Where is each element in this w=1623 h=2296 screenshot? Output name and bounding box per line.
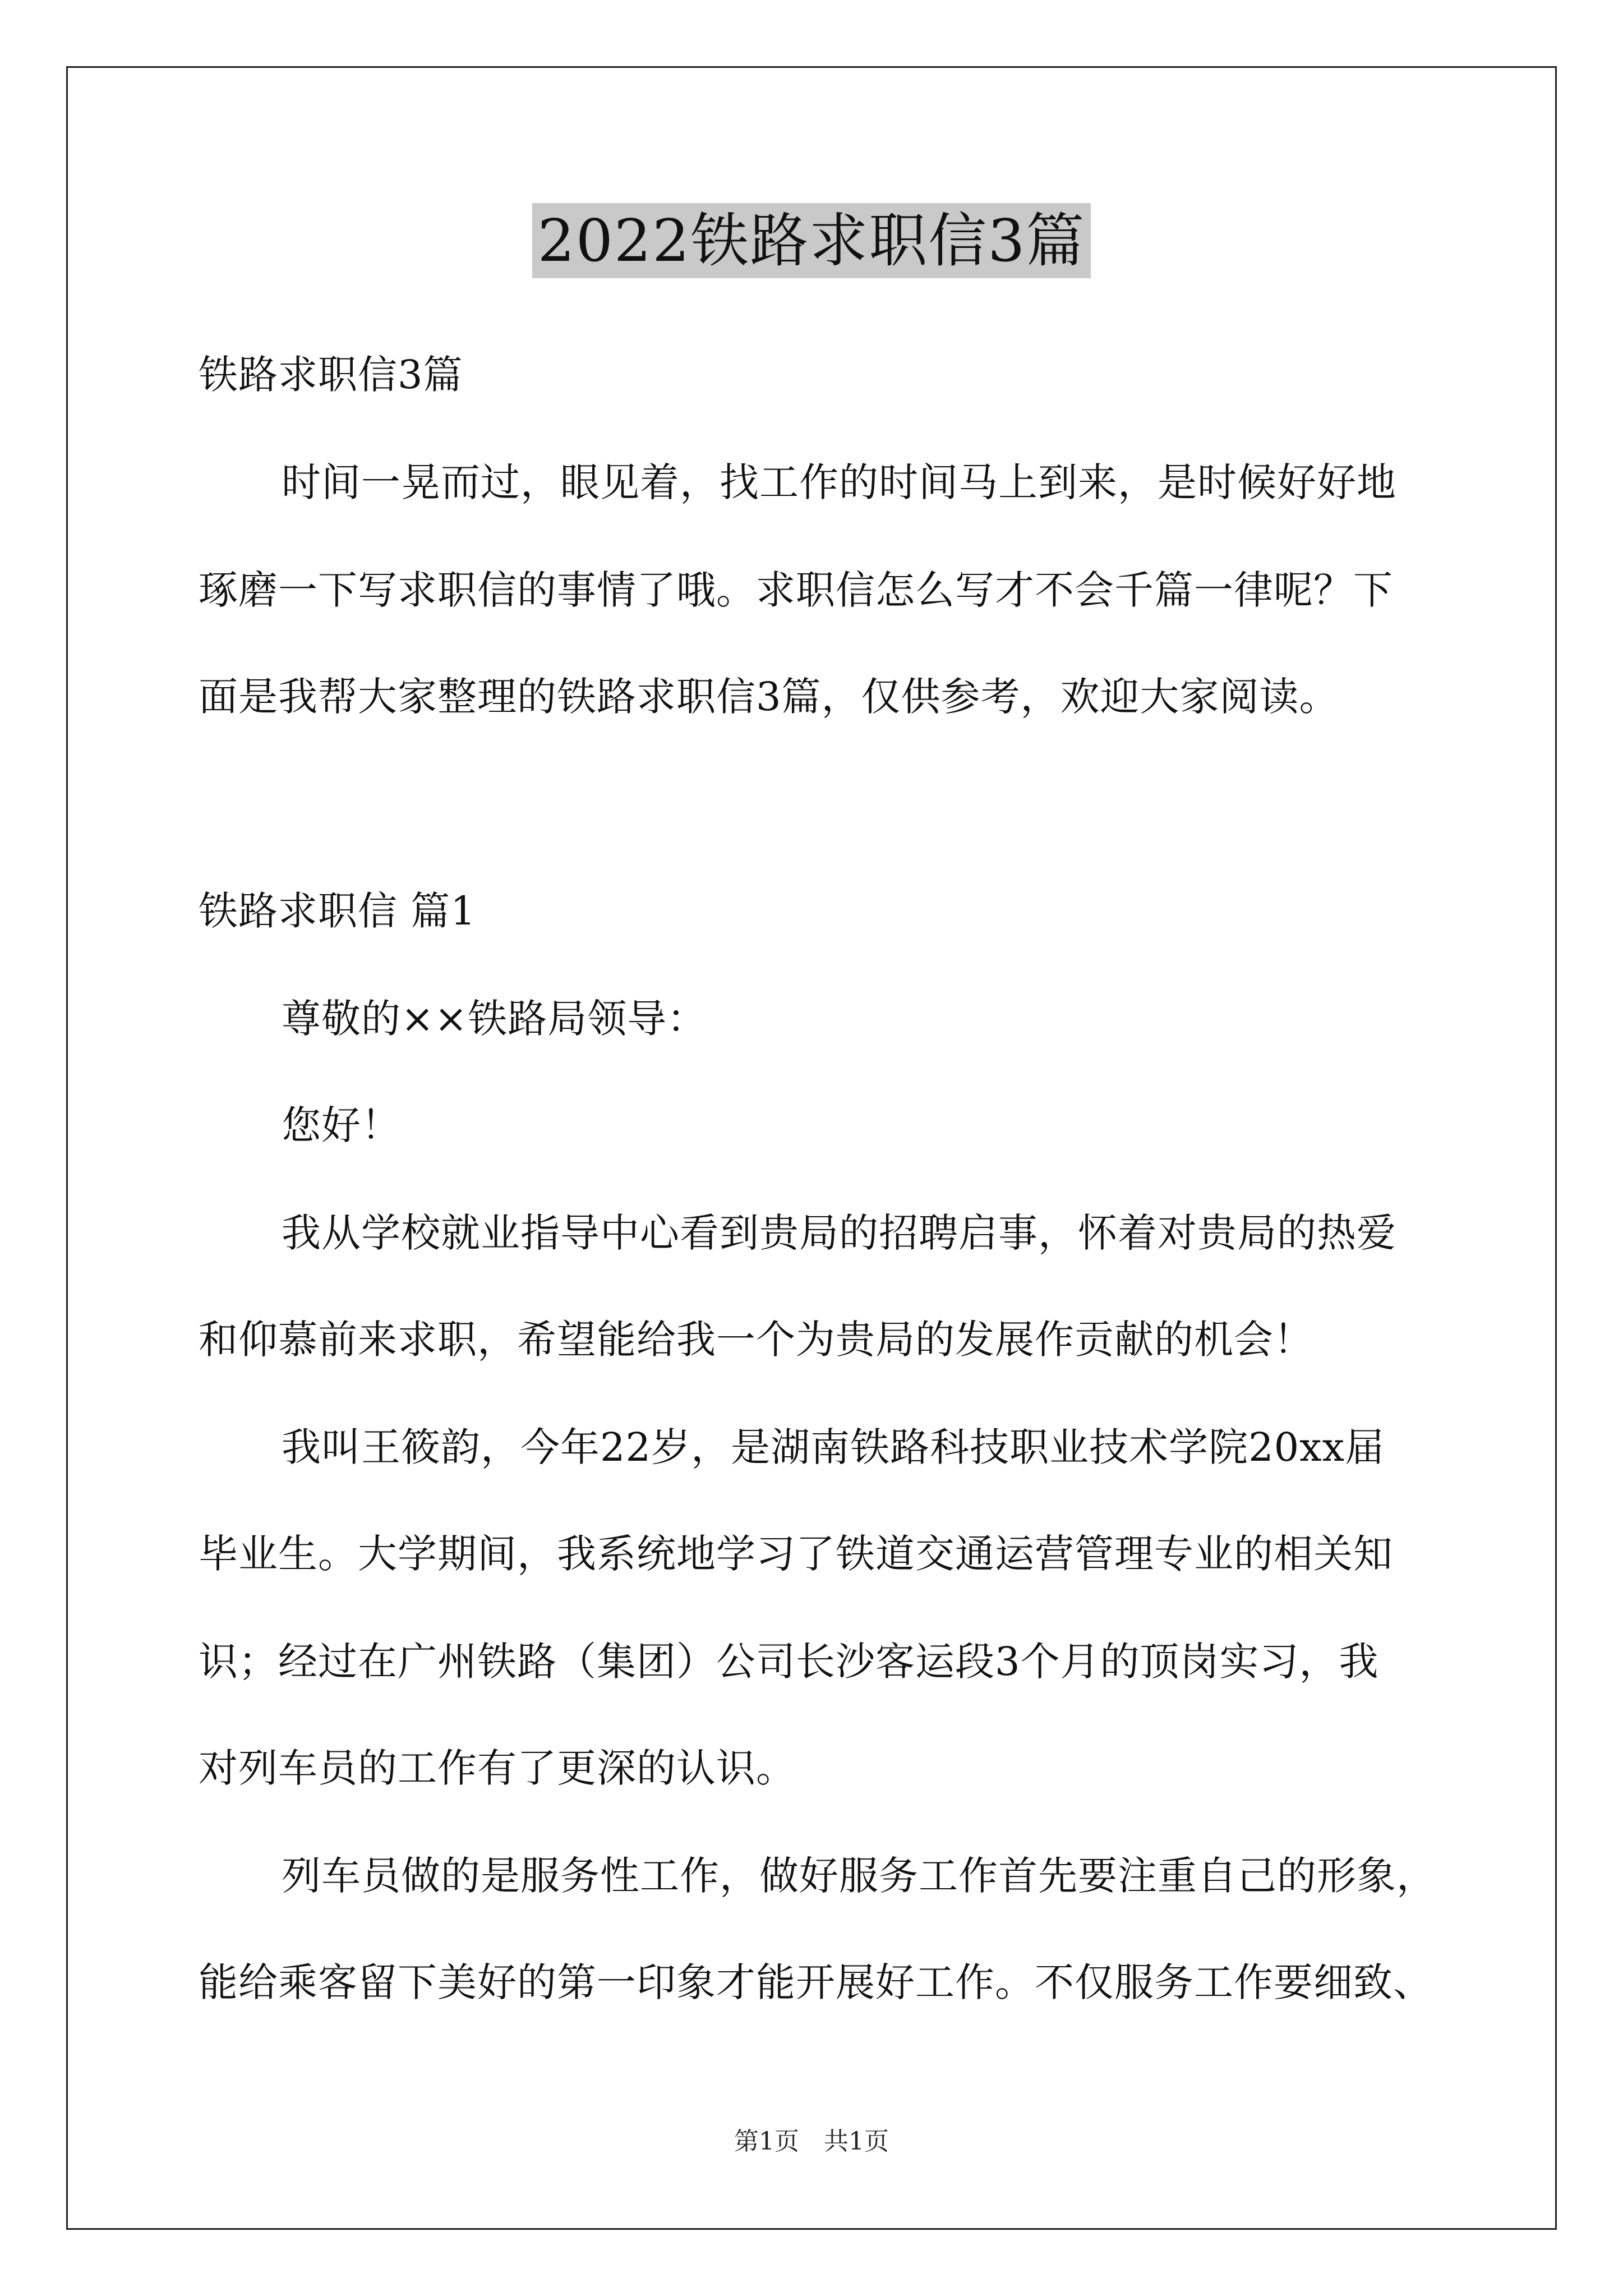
body-line-1: 我从学校就业指导中心看到贵局的招聘启事，怀着对贵局的热爱 xyxy=(282,1210,1396,1256)
body-line-3: 我叫王筱韵，今年22岁，是湖南铁路科技职业技术学院20xx届 xyxy=(282,1424,1385,1470)
body-line-5: 识；经过在广州铁路（集团）公司长沙客运段3个月的顶岗实习，我 xyxy=(199,1639,1379,1685)
greeting: 您好！ xyxy=(282,1102,401,1148)
title-container xyxy=(0,203,1623,278)
intro-line-3: 面是我帮大家整理的铁路求职信3篇，仅供参考，欢迎大家阅读。 xyxy=(199,674,1339,720)
intro-line-2: 琢磨一下写求职信的事情了哦。求职信怎么写才不会千篇一律呢？下 xyxy=(199,567,1393,613)
salutation: 尊敬的××铁路局领导： xyxy=(282,996,707,1042)
body-line-6: 对列车员的工作有了更深的认识。 xyxy=(199,1745,796,1791)
body-line-4: 毕业生。大学期间，我系统地学习了铁道交通运营管理专业的相关知 xyxy=(199,1531,1393,1577)
body-line-2: 和仰慕前来求职，希望能给我一个为贵局的发展作贡献的机会！ xyxy=(199,1317,1313,1363)
body-line-8: 能给乘客留下美好的第一印象才能开展好工作。不仅服务工作要细致、 xyxy=(199,1959,1433,2005)
intro-line-1: 时间一晃而过，眼见着，找工作的时间马上到来，是时候好好地 xyxy=(282,459,1396,505)
body-line-7: 列车员做的是服务性工作，做好服务工作首先要注重自己的形象， xyxy=(282,1853,1436,1899)
section-heading: 铁路求职信3篇 xyxy=(199,352,463,398)
document-title: 2022铁路求职信3篇 xyxy=(532,203,1091,278)
letter-heading: 铁路求职信 篇1 xyxy=(199,888,476,934)
page-footer: 第1页 共1页 xyxy=(734,2127,889,2156)
